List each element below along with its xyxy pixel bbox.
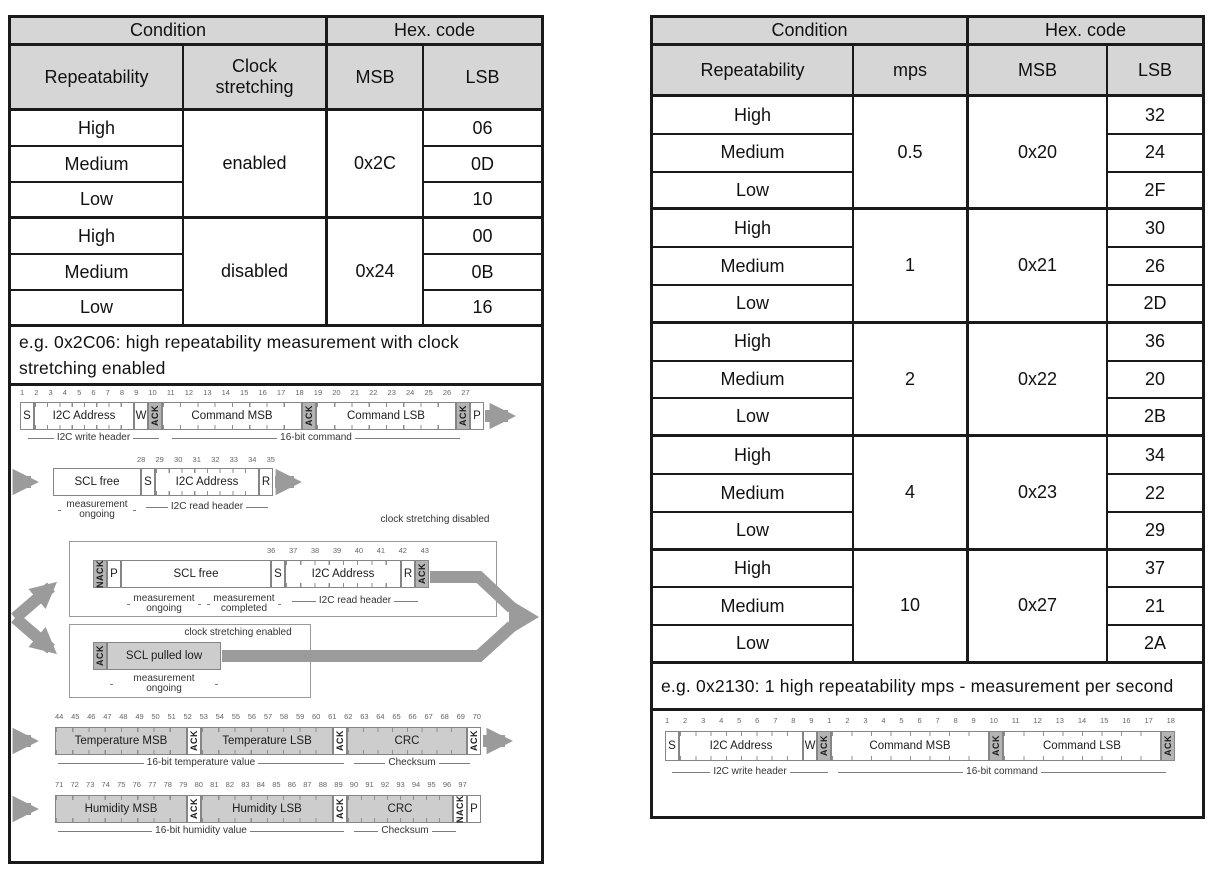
table-cell: Low: [11, 291, 184, 327]
table-cell: 2F: [1108, 173, 1202, 211]
temperature-value-label: 16-bit temperature value: [55, 758, 347, 769]
table-cell: Medium: [11, 255, 184, 291]
table-cell: High: [11, 219, 184, 255]
header-lsb: LSB: [424, 46, 541, 111]
table-cell: High: [11, 111, 184, 147]
table-cell: Low: [653, 626, 854, 664]
table-cell: 0x22: [969, 324, 1108, 437]
table-cell: 22: [1108, 475, 1202, 513]
header-repeatability: Repeatability: [653, 46, 854, 97]
measurement-ongoing-label: measurement ongoing: [55, 498, 139, 522]
start-bit-box: S: [271, 560, 285, 588]
table-cell: 30: [1108, 210, 1202, 248]
i2c-address-box: I2C Address: [155, 468, 259, 496]
bit-numbers: 1 2 3 4 5 6 7 8 9 1 2 3 4 5 6 7 8 9 10 11 12 13 14 15 16 17 18: [665, 715, 1175, 725]
table-cell: Low: [653, 399, 854, 437]
table-cell: Low: [653, 513, 854, 551]
ack-box: ACK: [302, 402, 316, 430]
table-cell: 34: [1108, 437, 1202, 475]
table-cell: 21: [1108, 588, 1202, 626]
table-cell: 0x27: [969, 551, 1108, 664]
command-label: 16-bit command: [835, 767, 1169, 778]
ack-box: ACK: [148, 402, 162, 430]
bit-numbers: 71 72 73 74 75 76 77 78 79 80 81 82 83 84 85 86 87 88 89 90 91 92 93 94 95 96 97: [55, 780, 467, 789]
table-cell: 2B: [1108, 399, 1202, 437]
example-note: e.g. 0x2C06: high repeatability measurement with clock stretching enabled: [11, 327, 541, 386]
ack-box: ACK: [989, 731, 1003, 761]
clock-stretching-disabled-label: clock stretching disabled: [380, 514, 490, 525]
i2c-address-box: I2C Address: [34, 402, 134, 430]
header-hex-code: Hex. code: [328, 18, 541, 46]
checksum-label: Checksum: [351, 758, 473, 769]
table-cell: Medium: [11, 147, 184, 183]
ack-box: ACK: [456, 402, 470, 430]
i2c-address-box: I2C Address: [679, 731, 803, 761]
command-msb-box: Command MSB: [162, 402, 302, 430]
table-cell: 2A: [1108, 626, 1202, 664]
table-cell: 36: [1108, 324, 1202, 362]
header-condition: Condition: [11, 18, 328, 46]
table-cell: 24: [1108, 135, 1202, 173]
table-cell: 0x24: [328, 219, 424, 327]
crc-box: CRC: [347, 795, 453, 823]
table-cell: 32: [1108, 97, 1202, 135]
table-cell: 1: [854, 210, 969, 323]
table-cell: Low: [653, 173, 854, 211]
stop-bit-box: P: [467, 795, 481, 823]
header-repeatability: Repeatability: [11, 46, 184, 111]
checksum-label: Checksum: [351, 826, 459, 837]
table-cell: High: [653, 437, 854, 475]
table-cell: 29: [1108, 513, 1202, 551]
table-cell: Medium: [653, 588, 854, 626]
table-cell: Low: [653, 286, 854, 324]
ack-box: ACK: [467, 727, 481, 755]
table-cell: 10: [424, 183, 541, 219]
nack-box: NACK: [95, 560, 105, 588]
bit-numbers: 36 37 38 39 40 41 42 43: [267, 546, 429, 555]
i2c-sequence-diagram: [11, 386, 541, 861]
write-header-label: I2C write header: [669, 767, 831, 778]
start-bit-box: S: [20, 402, 34, 430]
table-cell: Medium: [653, 135, 854, 173]
table-cell: 37: [1108, 551, 1202, 589]
table-cell: 00: [424, 219, 541, 255]
header-msb: MSB: [328, 46, 424, 111]
command-lsb-box: Command LSB: [1003, 731, 1161, 761]
table-cell: Medium: [653, 362, 854, 400]
table-cell: Low: [11, 183, 184, 219]
ack-box: ACK: [333, 795, 347, 823]
header-condition: Condition: [653, 18, 969, 46]
header-mps: mps: [854, 46, 969, 97]
clock-stretching-enabled-label: clock stretching enabled: [184, 627, 292, 638]
crc-box: CRC: [347, 727, 467, 755]
single-shot-command-table: [8, 15, 544, 864]
header-clock-stretching: Clock stretching: [184, 46, 328, 111]
measurement-ongoing-label: measurement ongoing: [107, 672, 221, 696]
header-lsb: LSB: [1108, 46, 1202, 97]
table-cell: 0x21: [969, 210, 1108, 323]
write-header-label: I2C write header: [25, 433, 162, 444]
read-bit-box: R: [259, 468, 273, 496]
command-lsb-box: Command LSB: [316, 402, 456, 430]
measurement-ongoing-label: measurement ongoing: [124, 592, 204, 616]
table-cell: disabled: [184, 219, 328, 327]
header-msb: MSB: [969, 46, 1108, 97]
read-bit-box: R: [401, 560, 415, 588]
table-cell: Medium: [653, 248, 854, 286]
table-cell: 0.5: [854, 97, 969, 210]
table-cell: High: [653, 551, 854, 589]
ack-box: ACK: [817, 731, 831, 761]
ack-box: ACK: [93, 642, 107, 670]
example-note: e.g. 0x2130: 1 high repeatability mps - measurement per second: [653, 664, 1202, 711]
measurement-completed-label: measurement completed: [204, 592, 284, 616]
temperature-lsb-box: Temperature LSB: [201, 727, 333, 755]
table-cell: 06: [424, 111, 541, 147]
start-bit-box: S: [141, 468, 155, 496]
periodic-command-table: [650, 15, 1205, 819]
merge-arrow-head: [509, 599, 539, 635]
scl-free-box: SCL free: [121, 560, 271, 588]
write-bit-box: W: [803, 731, 817, 761]
stop-bit-box: P: [470, 402, 484, 430]
table-cell: 10: [854, 551, 969, 664]
i2c-address-box: I2C Address: [285, 560, 401, 588]
table-cell: High: [653, 210, 854, 248]
table-cell: enabled: [184, 111, 328, 219]
start-bit-box: S: [665, 731, 679, 761]
table-cell: High: [653, 97, 854, 135]
table-cell: 4: [854, 437, 969, 550]
i2c-periodic-command-diagram: [653, 711, 1202, 816]
table-cell: 16: [424, 291, 541, 327]
humidity-value-label: 16-bit humidity value: [55, 826, 347, 837]
humidity-lsb-box: Humidity LSB: [201, 795, 333, 823]
read-header-label: I2C read header: [289, 596, 421, 607]
table-cell: 0x20: [969, 97, 1108, 210]
header-hex-code: Hex. code: [969, 18, 1202, 46]
scl-free-box: SCL free: [53, 468, 141, 496]
stop-bit-box: P: [107, 560, 121, 588]
scl-pulled-low-box: SCL pulled low: [107, 642, 221, 670]
table-cell: 20: [1108, 362, 1202, 400]
ack-box: ACK: [415, 560, 429, 588]
ack-box: ACK: [187, 727, 201, 755]
bit-numbers: 44 45 46 47 48 49 50 51 52 53 54 55 56 57 58 59 60 61 62 63 64 65 66 67 68 69 70: [55, 712, 481, 721]
bit-numbers: 28 29 30 31 32 33 34 35: [137, 455, 275, 464]
table-cell: 2D: [1108, 286, 1202, 324]
table-cell: Medium: [653, 475, 854, 513]
ack-box: ACK: [187, 795, 201, 823]
table-cell: 0x23: [969, 437, 1108, 550]
table-cell: High: [653, 324, 854, 362]
ack-box: ACK: [333, 727, 347, 755]
nack-box: NACK: [455, 795, 465, 823]
temperature-msb-box: Temperature MSB: [55, 727, 187, 755]
write-bit-box: W: [134, 402, 148, 430]
humidity-msb-box: Humidity MSB: [55, 795, 187, 823]
command-label: 16-bit command: [169, 433, 463, 444]
table-cell: 0x2C: [328, 111, 424, 219]
ack-box: ACK: [1161, 731, 1175, 761]
read-header-label: I2C read header: [143, 502, 271, 513]
bit-numbers: 1 2 3 4 5 6 7 8 9 10 11 12 13 14 15 16 17 18 19 20 21 22 23 24 25 26 27: [20, 388, 470, 397]
table-cell: 2: [854, 324, 969, 437]
table-cell: 0B: [424, 255, 541, 291]
table-cell: 0D: [424, 147, 541, 183]
command-msb-box: Command MSB: [831, 731, 989, 761]
table-cell: 26: [1108, 248, 1202, 286]
